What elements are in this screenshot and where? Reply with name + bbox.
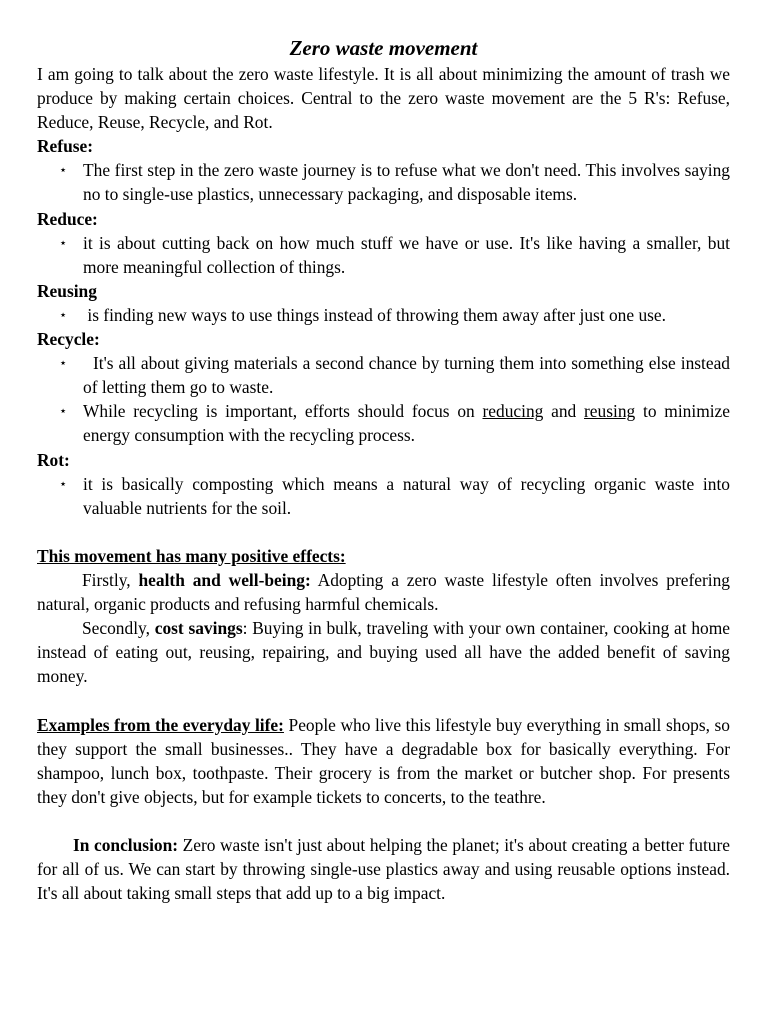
effects-p1-text: Adopting a zero waste lifestyle often involves prefering natural, organic products and refusing harmful chemicals.: [37, 569, 730, 615]
reusing-link[interactable]: reusing: [584, 401, 636, 422]
list-item: [37, 231, 730, 279]
rot-list: [37, 472, 730, 520]
conclusion-heading: In conclusion:: [73, 835, 179, 855]
rot-heading: Rot:: [37, 449, 70, 470]
list-item-text-start: While recycling is important, efforts should focus on: [83, 401, 483, 422]
examples-paragraph: [37, 713, 730, 809]
recycle-heading: Recycle:: [37, 329, 100, 350]
recycle-list: [37, 351, 735, 447]
list-item-text: it is about cutting back on how much stuff we have or use. It's like having a smaller, but more meaningful collection of things.: [83, 232, 730, 277]
reuse-heading: Reusing: [37, 280, 97, 301]
spacer: [37, 688, 730, 712]
reducing-link[interactable]: reducing: [482, 401, 544, 422]
list-item: [37, 399, 730, 447]
reuse-list: [37, 303, 730, 327]
intro-paragraph: I am going to talk about the zero waste lifestyle. It is all about minimizing the amount of trash we produce by making certain choices. Central to the zero waste movement are the 5 R's: Refuse, Reduce, Reuse, Recycle, and Rot.: [37, 64, 730, 133]
list-item-text: it is basically composting which means a natural way of recycling organic waste into valuable nutrients for the soil.: [83, 473, 730, 518]
effects-p1-bold: health and well-being:: [138, 569, 311, 590]
list-item-text: The first step in the zero waste journey is to refuse what we don't need. This involves saying no to single-use plastics, unnecessary packaging, and disposable items.: [83, 160, 730, 205]
conclusion-text: Zero waste isn't just about helping the planet; it's about creating a better future for all of us. We can start by throwing single-use plastics away and using reusable options instead. It's all about taking small steps that add up to a big impact.: [37, 835, 730, 904]
examples-heading: Examples from the everyday life:: [37, 714, 284, 735]
refuse-heading: Refuse:: [37, 136, 94, 157]
list-item: [37, 158, 730, 206]
list-item-text: is finding new ways to use things instead of throwing them away after just one use.: [83, 304, 666, 325]
effects-p2-bold: cost savings: [154, 618, 243, 639]
reduce-heading: Reduce:: [37, 208, 98, 229]
star-bullet-icon: ⋆: [59, 306, 68, 322]
effects-paragraph-cost: [37, 616, 730, 688]
list-item: [37, 351, 735, 399]
examples-text: People who live this lifestyle buy everything in small shops, so they support the small businesses.. They have a degradable box for basically everything. For shampoo, lunch box, toothpaste. Their grocery is from the market or butcher shop. For presents they don't give objects, but for example tickets to concerts, to the teathre.: [37, 714, 730, 807]
list-item-text-mid: and: [543, 401, 585, 422]
document-title: Zero waste movement: [289, 36, 478, 60]
list-item-text: It's all about giving materials a second chance by turning them into something else instead of letting them go to waste.: [83, 353, 735, 398]
list-item-text-end: to minimize energy consumption with the recycling process.: [83, 401, 730, 446]
effects-p1-lead: Firstly,: [82, 569, 139, 590]
star-bullet-icon: ⋆: [59, 355, 68, 371]
conclusion-paragraph: [37, 833, 730, 905]
spacer: [37, 520, 730, 544]
star-bullet-icon: ⋆: [59, 475, 68, 491]
reduce-list: [37, 231, 730, 279]
star-bullet-icon: ⋆: [59, 162, 68, 178]
effects-p2-lead: Secondly,: [82, 618, 155, 639]
effects-heading: This movement has many positive effects:: [37, 545, 346, 566]
spacer: [37, 809, 730, 833]
star-bullet-icon: ⋆: [59, 403, 68, 419]
list-item: [37, 303, 730, 327]
effects-p2-text: : Buying in bulk, traveling with your own container, cooking at home instead of eating out, reusing, repairing, and buying used all have the added benefit of saving money.: [37, 618, 730, 687]
star-bullet-icon: ⋆: [59, 234, 68, 250]
list-item: [37, 472, 730, 520]
effects-paragraph-health: [37, 568, 730, 616]
refuse-list: [37, 158, 730, 206]
